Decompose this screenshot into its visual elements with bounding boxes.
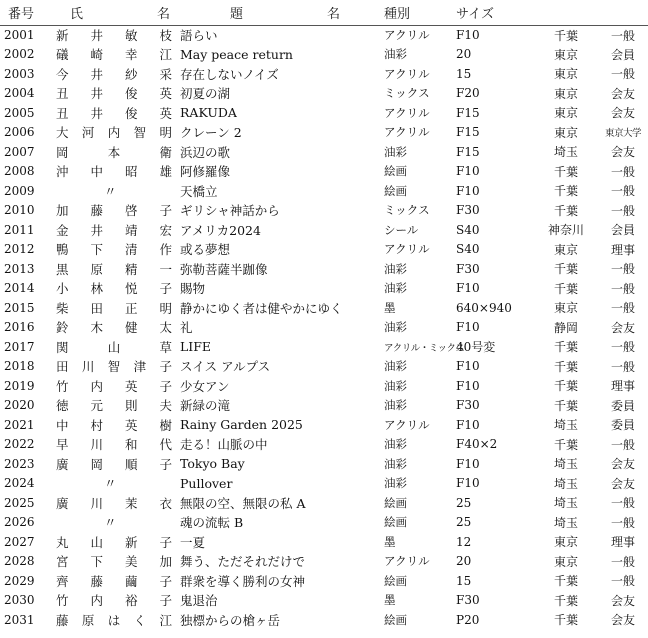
work-title: 天橋立 — [180, 183, 218, 199]
table-row — [0, 220, 648, 240]
membership: 一般 — [610, 164, 635, 179]
table-row — [0, 318, 648, 338]
artist-name-text: 丸 山 新 子 — [56, 534, 172, 550]
membership: 一般 — [610, 554, 635, 569]
entry-number: 2007 — [4, 144, 35, 159]
header-name-part: 氏 — [70, 6, 84, 22]
medium: 油彩 — [384, 456, 407, 471]
artist-name-text: 新 井 敏 枝 — [56, 28, 172, 43]
prefecture: 千葉 — [553, 359, 578, 374]
header-name-part: 名 — [156, 6, 170, 22]
entry-number: 2023 — [4, 456, 35, 471]
work-title: 或る夢想 — [180, 242, 231, 258]
header-membership — [598, 0, 648, 25]
work-title: 初夏の湖 — [180, 86, 231, 102]
artist-name-text: 鴨 下 清 作 — [56, 242, 172, 258]
entry-number: 2001 — [4, 28, 35, 42]
artist-name — [52, 610, 176, 630]
work-title: 礼 — [180, 320, 193, 336]
canvas-size: S40 — [456, 242, 480, 257]
table-row — [0, 571, 648, 591]
canvas-size: 40号変 — [456, 340, 496, 355]
medium: 墨 — [384, 534, 396, 549]
artist-name-text: 小 林 悦 子 — [56, 281, 172, 297]
artist-name-text: 〃 — [104, 183, 117, 199]
artist-name-text: 関 山 草 — [56, 339, 172, 355]
canvas-size: 640×940 — [456, 300, 512, 315]
canvas-size: F10 — [456, 281, 480, 296]
entry-number: 2003 — [4, 66, 35, 81]
entry-number: 2004 — [4, 86, 35, 101]
prefecture: 東京 — [553, 554, 578, 569]
membership: 委員 — [610, 398, 635, 413]
membership: 理事 — [610, 535, 635, 550]
table-row — [0, 298, 648, 318]
table-row — [0, 123, 648, 143]
artist-name — [52, 64, 176, 84]
artist-name — [52, 591, 176, 611]
artist-name — [52, 318, 176, 338]
artist-name — [52, 454, 176, 474]
table-row — [0, 474, 648, 494]
prefecture: 埼玉 — [553, 496, 578, 511]
membership: 一般 — [610, 67, 635, 82]
work-title: 鬼退治 — [180, 593, 218, 609]
work-title: 新緑の滝 — [180, 398, 231, 414]
work-title: ギリシャ神話から — [180, 203, 280, 219]
table-row — [0, 240, 648, 260]
medium: 墨 — [384, 300, 396, 315]
artist-name — [52, 376, 176, 396]
canvas-size: 20 — [456, 47, 472, 62]
artist-name — [52, 181, 176, 201]
artist-name — [52, 435, 176, 455]
entry-number: 2015 — [4, 300, 35, 315]
artist-name-text: 大 河 内 智 明 — [56, 125, 172, 141]
medium: ミックス — [384, 86, 430, 101]
canvas-size: F10 — [456, 28, 480, 42]
prefecture: 東京 — [553, 47, 578, 62]
artist-name-text: 徳 元 則 夫 — [56, 398, 172, 414]
medium: アクリル — [384, 66, 430, 81]
canvas-size: F10 — [456, 359, 480, 374]
entry-number: 2030 — [4, 593, 35, 608]
table-row — [0, 396, 648, 416]
membership: 一般 — [610, 301, 635, 316]
artist-name-text: 今 井 紗 采 — [56, 66, 172, 82]
membership: 一般 — [610, 437, 635, 452]
artist-name — [52, 552, 176, 572]
canvas-size: 25 — [456, 515, 472, 530]
artist-name-text: 中 村 英 樹 — [56, 417, 172, 433]
medium: アクリル — [384, 417, 430, 432]
medium: シール — [384, 222, 419, 237]
membership: 会友 — [610, 457, 635, 472]
prefecture: 神奈川 — [547, 223, 584, 238]
prefecture: 千葉 — [553, 379, 578, 394]
table-row — [0, 162, 648, 182]
work-title: スイス アルプス — [180, 359, 271, 375]
work-title: 無限の空、無限の私 A — [180, 495, 306, 511]
artist-name-text: 宮 下 美 加 — [56, 554, 172, 570]
entry-number: 2002 — [4, 47, 35, 62]
canvas-size: F10 — [456, 456, 480, 471]
table-row — [0, 610, 648, 630]
membership: 会友 — [610, 613, 635, 628]
entry-number: 2005 — [4, 105, 35, 120]
table-row — [0, 493, 648, 513]
canvas-size: 15 — [456, 66, 472, 81]
artist-name-text: 加 藤 啓 子 — [56, 203, 172, 219]
prefecture: 千葉 — [553, 593, 578, 608]
artist-name — [52, 240, 176, 260]
artist-name — [52, 84, 176, 104]
artist-name-text: 竹 内 裕 子 — [56, 593, 172, 609]
work-title: RAKUDA — [180, 105, 237, 121]
table-row — [0, 376, 648, 396]
entry-number: 2031 — [4, 612, 35, 627]
header-kind: 種別 — [384, 6, 411, 22]
entry-rows — [0, 25, 648, 630]
membership: 理事 — [610, 242, 635, 257]
artist-name-text: 藤 原 は く 江 — [56, 612, 172, 628]
table-row — [0, 84, 648, 104]
table-row — [0, 25, 648, 45]
artist-name — [52, 279, 176, 299]
prefecture: 埼玉 — [553, 457, 578, 472]
artist-name — [52, 396, 176, 416]
medium: 油彩 — [384, 398, 407, 413]
prefecture: 千葉 — [553, 398, 578, 413]
artist-name — [52, 45, 176, 65]
artist-name — [52, 103, 176, 123]
artist-name — [52, 298, 176, 318]
artist-name-text: 沖 中 昭 雄 — [56, 164, 172, 180]
entry-number: 2029 — [4, 573, 35, 588]
artist-name — [52, 162, 176, 182]
entry-number: 2010 — [4, 203, 35, 218]
table-row — [0, 279, 648, 299]
work-title: クレーン 2 — [180, 125, 242, 141]
entry-number: 2026 — [4, 515, 35, 530]
work-title: 走る！山脈の中 — [180, 437, 268, 453]
entry-number: 2027 — [4, 534, 35, 549]
header-title-part: 題 — [230, 6, 244, 22]
medium: アクリル — [384, 242, 430, 257]
artist-name — [52, 513, 176, 533]
membership: 一般 — [610, 574, 635, 589]
canvas-size: F30 — [456, 398, 480, 413]
table-row — [0, 552, 648, 572]
artist-name — [52, 415, 176, 435]
entry-number: 2022 — [4, 437, 35, 452]
canvas-size: F20 — [456, 86, 480, 101]
membership: 一般 — [610, 281, 635, 296]
prefecture: 埼玉 — [553, 418, 578, 433]
artist-name-text: 田 川 智 津 子 — [56, 359, 172, 375]
membership: 一般 — [610, 262, 635, 277]
artist-name — [52, 337, 176, 357]
membership: 一般 — [610, 203, 635, 218]
artist-name-text: 黒 原 精 一 — [56, 261, 172, 277]
prefecture: 東京 — [553, 125, 578, 140]
membership: 一般 — [610, 340, 635, 355]
medium: 絵画 — [384, 495, 407, 510]
entry-number: 2019 — [4, 378, 35, 393]
artist-name — [52, 142, 176, 162]
prefecture: 千葉 — [553, 28, 578, 43]
canvas-size: S40 — [456, 222, 480, 237]
canvas-size: 20 — [456, 554, 472, 569]
entry-number: 2008 — [4, 164, 35, 179]
membership: 一般 — [610, 515, 635, 530]
artist-name-text: 金 井 靖 宏 — [56, 222, 172, 238]
artist-name-text: 廣 岡 順 子 — [56, 456, 172, 472]
prefecture: 千葉 — [553, 262, 578, 277]
medium: 油彩 — [384, 261, 407, 276]
table-row — [0, 64, 648, 84]
work-title: 弥勒菩薩半跏像 — [180, 261, 268, 277]
header-size: サイズ — [456, 6, 494, 22]
prefecture: 東京 — [553, 535, 578, 550]
medium: 油彩 — [384, 320, 407, 335]
medium: 油彩 — [384, 144, 407, 159]
prefecture: 千葉 — [553, 574, 578, 589]
work-title: 阿修羅像 — [180, 164, 231, 180]
table-row — [0, 357, 648, 377]
entry-number: 2006 — [4, 125, 35, 140]
work-title: Tokyo Bay — [180, 456, 245, 472]
artist-name — [52, 493, 176, 513]
membership: 会友 — [610, 145, 635, 160]
prefecture: 千葉 — [553, 184, 578, 199]
medium: 絵画 — [384, 612, 407, 627]
artist-name — [52, 123, 176, 143]
medium: 絵画 — [384, 183, 407, 198]
medium: アクリル — [384, 105, 430, 120]
membership: 会友 — [610, 320, 635, 335]
table-row — [0, 45, 648, 65]
canvas-size: F10 — [456, 378, 480, 393]
canvas-size: F30 — [456, 261, 480, 276]
artist-name-text: 早 川 和 代 — [56, 437, 172, 453]
membership: 会友 — [610, 106, 635, 121]
work-title: 浜辺の歌 — [180, 144, 231, 160]
canvas-size: F10 — [456, 320, 480, 335]
artist-name — [52, 259, 176, 279]
membership: 一般 — [610, 28, 635, 43]
prefecture: 東京 — [553, 67, 578, 82]
entry-number: 2024 — [4, 476, 35, 491]
artist-name-text: 廣 川 茉 衣 — [56, 495, 172, 511]
artist-name — [52, 474, 176, 494]
work-title: アメリカ2024 — [180, 222, 261, 238]
prefecture: 千葉 — [553, 613, 578, 628]
table-row — [0, 103, 648, 123]
canvas-size: F30 — [456, 593, 480, 608]
prefecture: 静岡 — [553, 320, 578, 335]
entry-number: 2021 — [4, 417, 35, 432]
membership: 一般 — [610, 184, 635, 199]
medium: ミックス — [384, 203, 430, 218]
canvas-size: 25 — [456, 495, 472, 510]
artist-name-text: 丑 井 俊 英 — [56, 105, 172, 121]
work-title: 語らい — [180, 28, 218, 43]
work-title: 群衆を導く勝利の女神 — [180, 573, 306, 589]
table-row — [0, 201, 648, 221]
work-title: 存在しないノイズ — [180, 66, 279, 82]
prefecture: 千葉 — [553, 164, 578, 179]
canvas-size: F15 — [456, 105, 480, 120]
artist-name — [52, 201, 176, 221]
membership: 一般 — [610, 496, 635, 511]
work-title: LIFE — [180, 339, 212, 355]
artist-name-text: 岡 本 衛 — [56, 144, 172, 160]
canvas-size: F15 — [456, 125, 480, 140]
header-title — [176, 0, 384, 25]
medium: アクリル・ミックス — [384, 342, 465, 354]
entry-number: 2011 — [4, 222, 35, 237]
artist-name-text: 竹 内 英 子 — [56, 378, 172, 394]
prefecture: 東京 — [553, 301, 578, 316]
work-title: 舞う、ただそれだけで — [180, 554, 306, 570]
canvas-size: F10 — [456, 183, 480, 198]
work-title: 賜物 — [180, 281, 206, 297]
membership: 会員 — [610, 223, 635, 238]
work-title: 独標からの槍ヶ岳 — [180, 612, 281, 628]
medium: 油彩 — [384, 359, 407, 374]
canvas-size: F10 — [456, 164, 480, 179]
canvas-size: F30 — [456, 203, 480, 218]
prefecture: 東京 — [553, 86, 578, 101]
entry-number: 2028 — [4, 554, 35, 569]
canvas-size: F10 — [456, 476, 480, 491]
artist-name-text: 柴 田 正 明 — [56, 300, 172, 316]
table-row — [0, 415, 648, 435]
entry-number: 2020 — [4, 398, 35, 413]
prefecture: 東京 — [553, 106, 578, 121]
artist-name — [52, 532, 176, 552]
membership: 一般 — [610, 359, 635, 374]
membership: 理事 — [610, 379, 635, 394]
header-number: 番号 — [8, 6, 35, 22]
medium: アクリル — [384, 28, 430, 42]
prefecture: 東京 — [553, 242, 578, 257]
entry-number: 2012 — [4, 242, 35, 257]
table-row — [0, 454, 648, 474]
artist-name-text: 鈴 木 健 太 — [56, 320, 172, 336]
prefecture: 千葉 — [553, 203, 578, 218]
prefecture: 千葉 — [553, 437, 578, 452]
work-title: Pullover — [180, 475, 233, 491]
prefecture: 千葉 — [553, 340, 578, 355]
membership: 会友 — [610, 476, 635, 491]
medium: 墨 — [384, 593, 396, 608]
membership: 会友 — [610, 593, 635, 608]
medium: 油彩 — [384, 47, 407, 62]
canvas-size: F10 — [456, 417, 480, 432]
header-prefecture — [534, 0, 598, 25]
table-row — [0, 435, 648, 455]
prefecture: 千葉 — [553, 281, 578, 296]
medium: 絵画 — [384, 573, 407, 588]
medium: 油彩 — [384, 476, 407, 491]
work-title: May peace return — [180, 46, 293, 62]
work-title: 魂の流転 B — [180, 515, 244, 531]
artist-name — [52, 220, 176, 240]
table-row — [0, 532, 648, 552]
header-title-part: 名 — [326, 6, 340, 22]
entry-number: 2014 — [4, 281, 35, 296]
medium: 油彩 — [384, 281, 407, 296]
entry-number: 2013 — [4, 261, 35, 276]
membership: 会友 — [610, 86, 635, 101]
artist-name-text: 〃 — [104, 515, 117, 531]
canvas-size: 12 — [456, 534, 472, 549]
membership: 委員 — [610, 418, 635, 433]
entry-number: 2018 — [4, 359, 35, 374]
medium: アクリル — [384, 554, 430, 569]
medium: 絵画 — [384, 515, 407, 530]
membership: 東京大学 — [604, 128, 641, 140]
medium: 絵画 — [384, 164, 407, 179]
medium: 油彩 — [384, 378, 407, 393]
canvas-size: 15 — [456, 573, 472, 588]
table-row — [0, 181, 648, 201]
entry-number: 2017 — [4, 339, 35, 354]
work-title: 静かにゆく者は健やかにゆく — [180, 300, 343, 316]
table-row — [0, 142, 648, 162]
header-row — [0, 0, 648, 25]
artist-name-text: 礒 崎 幸 江 — [56, 47, 172, 63]
table-row — [0, 259, 648, 279]
medium: アクリル — [384, 125, 430, 140]
table-row — [0, 337, 648, 357]
artist-name-text: 丑 井 俊 英 — [56, 86, 172, 102]
table-row — [0, 513, 648, 533]
entry-number: 2025 — [4, 495, 35, 510]
table-row — [0, 591, 648, 611]
entry-number: 2009 — [4, 183, 35, 198]
artist-name — [52, 25, 176, 45]
prefecture: 埼玉 — [553, 476, 578, 491]
work-title: Rainy Garden 2025 — [180, 417, 303, 433]
canvas-size: F40×2 — [456, 437, 498, 452]
medium: 油彩 — [384, 437, 407, 452]
canvas-size: F15 — [456, 144, 480, 159]
artist-name — [52, 571, 176, 591]
canvas-size: P20 — [456, 612, 480, 627]
header-name — [52, 0, 176, 25]
entry-number: 2016 — [4, 320, 35, 335]
work-title: 一夏 — [180, 534, 206, 550]
prefecture: 埼玉 — [553, 515, 578, 530]
artist-name-text: 〃 — [104, 476, 117, 492]
work-title: 少女アン — [180, 378, 230, 394]
prefecture: 埼玉 — [553, 145, 578, 160]
membership: 会員 — [610, 47, 635, 62]
artist-name-text: 齊 藤 繭 子 — [56, 573, 172, 589]
artist-name — [52, 357, 176, 377]
